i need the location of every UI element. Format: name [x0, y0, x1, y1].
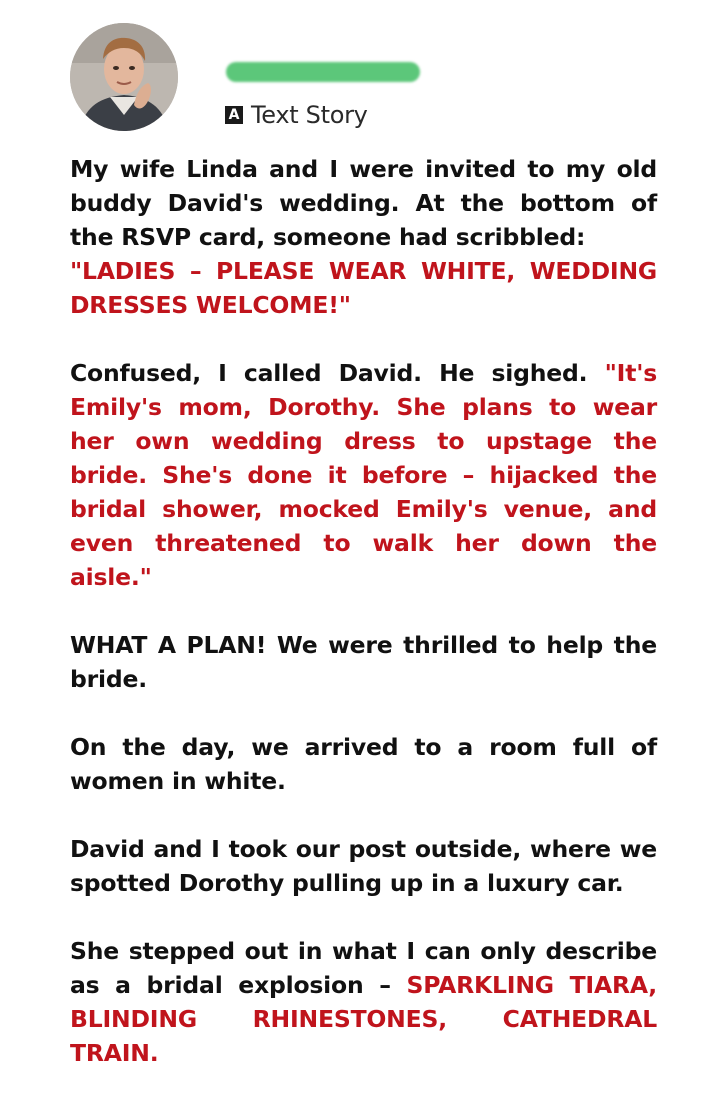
- story-text: Confused, I called David. He sighed.: [70, 359, 588, 387]
- story-text: My wife Linda and I were invited to my old buddy David's wedding. At the bottom of the RSVP card, someone had scribbled:: [70, 155, 657, 251]
- story-highlight: SPARKLING TIARA, BLINDING RHINESTONES, CATHEDRAL TRAIN.: [70, 971, 658, 1067]
- text-story-label: Text Story: [251, 101, 368, 129]
- story-highlight: "LADIES – PLEASE WEAR WHITE, WEDDING DRESSES WELCOME!": [70, 257, 657, 319]
- avatar-portrait-icon: [70, 23, 178, 131]
- author-name-redaction: [226, 62, 420, 82]
- story-paragraph-3: WHAT A PLAN! We were thrilled to help the bride.: [70, 631, 657, 693]
- story-paragraph-6: [70, 934, 657, 1070]
- author-avatar[interactable]: [70, 23, 178, 131]
- story-body: [70, 152, 657, 1104]
- story-paragraph-1: [70, 152, 657, 322]
- story-header: [0, 0, 726, 150]
- story-paragraph-5: David and I took our post outside, where we spotted Dorothy pulling up in a luxury car.: [70, 835, 657, 897]
- story-highlight: "It's Emily's mom, Dorothy. She plans to wear her own wedding dress to upstage the bride. She's done it before – hijacked the bridal shower, mocked Emily's venue, and even threatened to walk her down the aisle.": [70, 359, 658, 591]
- story-text: She stepped out in what I can only describe as a bridal explosion –: [70, 937, 657, 999]
- story-paragraph-4: On the day, we arrived to a room full of women in white.: [70, 733, 657, 795]
- text-story-icon: A: [225, 106, 243, 124]
- story-paragraph-2: [70, 356, 657, 594]
- text-story-badge: [225, 100, 368, 130]
